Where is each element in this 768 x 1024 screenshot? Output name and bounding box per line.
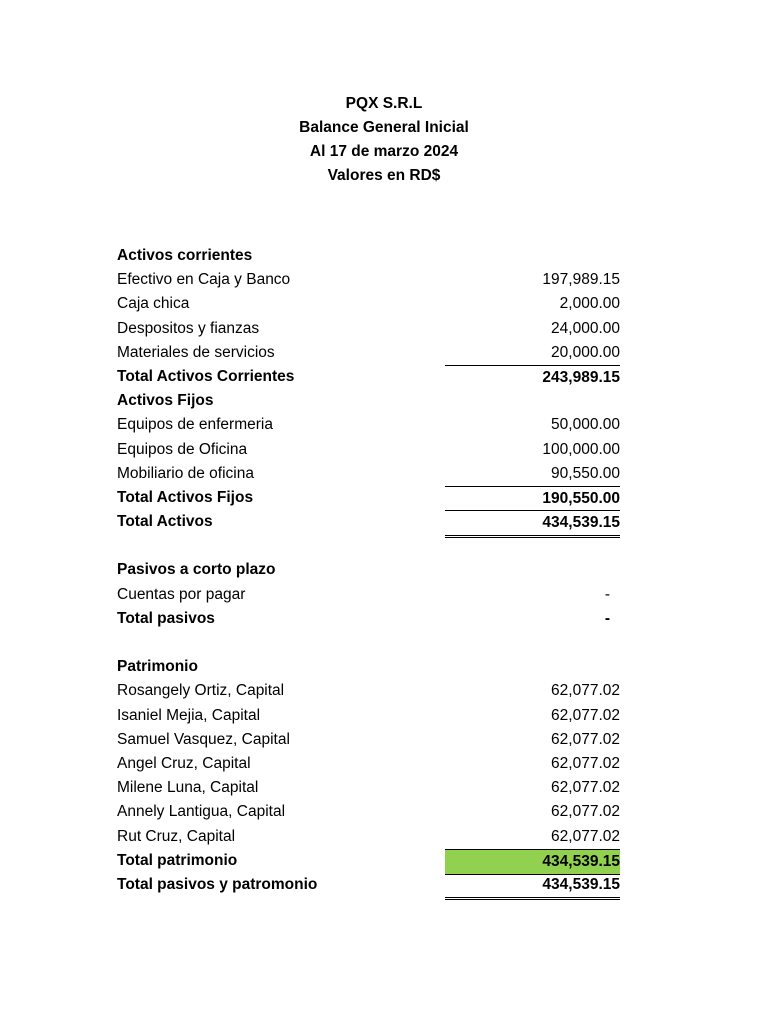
row-label: Total Activos Fijos: [117, 488, 254, 506]
blank-row: [117, 631, 627, 655]
row-label: Activos Fijos: [117, 392, 214, 410]
row-label: Samuel Vasquez, Capital: [117, 730, 290, 748]
row-amount: 434,539.15: [445, 873, 620, 900]
section-heading-current-assets: [117, 244, 627, 268]
line-item-row: [117, 268, 627, 292]
currency-note: Valores en RD$: [327, 167, 441, 184]
row-amount: 2,000.00: [559, 295, 620, 313]
row-amount: 62,077.02: [551, 682, 620, 700]
row-amount-highlighted: 434,539.15: [445, 849, 620, 875]
row-label: Activos corrientes: [117, 247, 253, 264]
row-amount: 62,077.02: [551, 779, 620, 797]
line-item-row: [117, 583, 627, 607]
row-amount: 434,539.15: [445, 510, 620, 538]
section-heading-equity: [117, 655, 627, 679]
row-amount: -: [604, 609, 610, 627]
row-label: Total pasivos: [117, 609, 215, 627]
report-title: Balance General Inicial: [299, 119, 469, 136]
line-item-row: [117, 776, 627, 800]
row-amount: 62,077.02: [551, 754, 620, 772]
total-equity-row: [117, 849, 627, 873]
row-label: Materiales de servicios: [117, 343, 275, 361]
balance-sheet: [117, 244, 627, 897]
row-amount: -: [604, 585, 610, 603]
row-label: Rut Cruz, Capital: [117, 827, 236, 845]
row-amount: 62,077.02: [551, 730, 620, 748]
row-label: Angel Cruz, Capital: [117, 754, 251, 772]
row-label: Mobiliario de oficina: [117, 464, 254, 482]
row-label: Pasivos a corto plazo: [117, 561, 276, 579]
row-amount: 90,550.00: [551, 464, 620, 482]
row-label: Caja chica: [117, 295, 190, 313]
row-label: Equipos de enfermeria: [117, 416, 273, 434]
line-item-row: [117, 800, 627, 824]
line-item-row: [117, 825, 627, 849]
row-label: Equipos de Oficina: [117, 440, 248, 458]
line-item-row: [117, 317, 627, 341]
row-amount: 50,000.00: [551, 416, 620, 434]
row-amount: 197,989.15: [542, 271, 620, 289]
section-heading-fixed-assets: [117, 389, 627, 413]
row-amount: 190,550.00: [445, 486, 620, 511]
row-amount: 24,000.00: [551, 319, 620, 337]
row-label: Total patrimonio: [117, 851, 238, 869]
row-label: Isaniel Mejia, Capital: [117, 706, 261, 724]
report-date: Al 17 de marzo 2024: [309, 143, 459, 160]
total-liabilities-row: [117, 607, 627, 631]
row-amount: 100,000.00: [542, 440, 620, 458]
line-item-row: [117, 341, 627, 365]
section-heading-liabilities: [117, 558, 627, 582]
row-amount: 20,000.00: [551, 343, 620, 361]
row-amount: 62,077.02: [551, 803, 620, 821]
row-label: Despositos y fianzas: [117, 319, 260, 337]
line-item-row: [117, 462, 627, 486]
row-amount: 62,077.02: [551, 706, 620, 724]
row-label: Total Activos: [117, 513, 213, 531]
total-assets-row: [117, 510, 627, 534]
line-item-row: [117, 438, 627, 462]
row-label: Total Activos Corrientes: [117, 367, 295, 385]
total-liabilities-equity-row: [117, 873, 627, 897]
line-item-row: [117, 292, 627, 316]
total-current-assets-row: [117, 365, 627, 389]
row-amount: 243,989.15: [445, 365, 620, 390]
total-fixed-assets-row: [117, 486, 627, 510]
line-item-row: [117, 752, 627, 776]
row-label: Patrimonio: [117, 658, 198, 676]
row-label: Rosangely Ortiz, Capital: [117, 682, 285, 700]
row-label: Milene Luna, Capital: [117, 779, 259, 797]
row-label: Cuentas por pagar: [117, 585, 246, 603]
row-label: Total pasivos y patromonio: [117, 875, 318, 893]
company-name: PQX S.R.L: [345, 95, 423, 112]
line-item-row: [117, 679, 627, 703]
row-label: Annely Lantigua, Capital: [117, 803, 286, 821]
line-item-row: [117, 413, 627, 437]
blank-row: [117, 534, 627, 558]
line-item-row: [117, 704, 627, 728]
row-label: Efectivo en Caja y Banco: [117, 271, 291, 289]
line-item-row: [117, 728, 627, 752]
report-header: [0, 92, 768, 188]
row-amount: 62,077.02: [551, 827, 620, 845]
